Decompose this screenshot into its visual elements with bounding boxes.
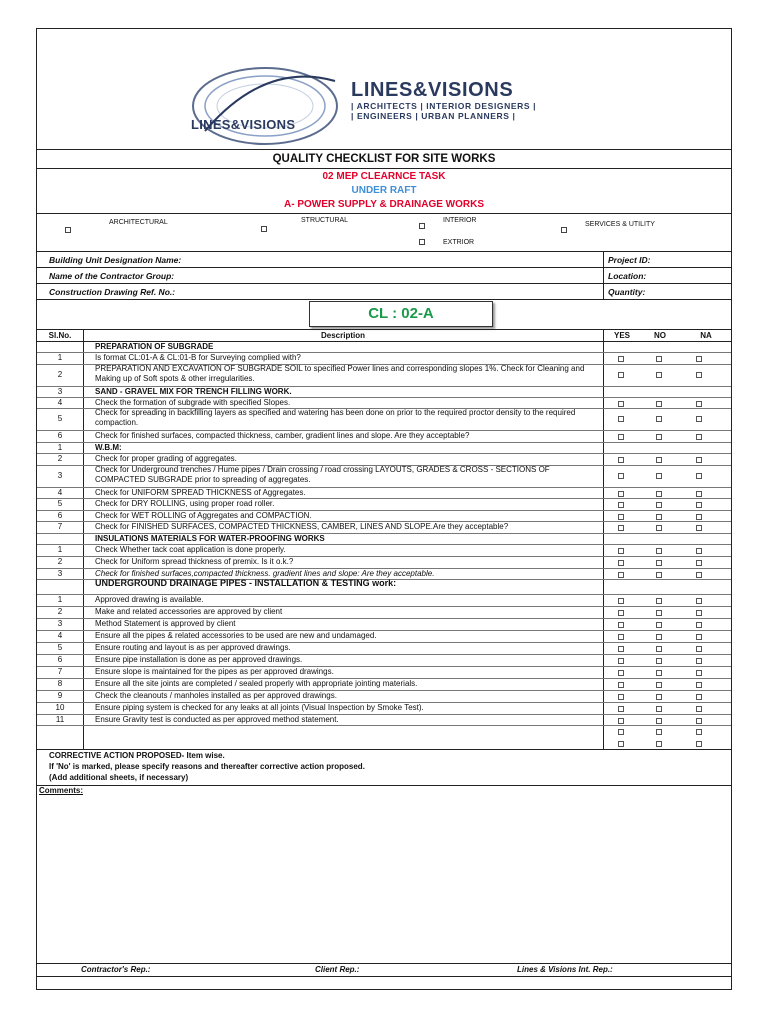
works-title: A- POWER SUPPLY & DRAINAGE WORKS	[283, 199, 485, 210]
logo-swoosh-icon	[145, 51, 345, 151]
no-checkbox[interactable]	[656, 491, 662, 497]
corrective-action-block	[49, 750, 365, 783]
checklist-sheet	[36, 28, 732, 990]
lv-rep-label: Lines & Visions Int. Rep.:	[517, 965, 613, 974]
na-checkbox[interactable]	[696, 729, 702, 735]
table-row	[37, 341, 731, 352]
no-checkbox[interactable]	[656, 610, 662, 616]
row-description: Ensure Gravity test is conducted as per approved method statement.	[95, 715, 339, 724]
logo-big-text: LINES&VISIONS	[351, 79, 514, 101]
row-description: SAND - GRAVEL MIX FOR TRENCH FILLING WORK.	[95, 387, 292, 396]
structural-label: STRUCTURAL	[301, 217, 349, 224]
yes-checkbox[interactable]	[618, 682, 624, 688]
row-description: Check for spreading in backfilling layers as specified and watering has been done on prior to the required proctor density to the required compaction.	[95, 408, 576, 427]
no-checkbox[interactable]	[656, 598, 662, 604]
yes-checkbox[interactable]	[618, 457, 624, 463]
table-row	[37, 702, 731, 714]
table-row	[37, 364, 731, 386]
architectural-label: ARCHITECTURAL	[109, 219, 168, 226]
row-number: 2	[57, 557, 63, 566]
table-row-empty	[37, 725, 731, 737]
row-number: 2	[57, 454, 63, 463]
na-checkbox[interactable]	[696, 473, 702, 479]
comments-area[interactable]	[37, 797, 731, 963]
no-checkbox[interactable]	[656, 401, 662, 407]
contractor-label: Name of the Contractor Group:	[49, 271, 175, 281]
yes-checkbox[interactable]	[618, 502, 624, 508]
table-row	[37, 618, 731, 630]
table-row	[37, 568, 731, 579]
na-checkbox[interactable]	[696, 548, 702, 554]
checklist-code: CL : 02-A	[309, 301, 493, 327]
no-checkbox[interactable]	[656, 646, 662, 652]
row-number: 4	[57, 398, 63, 407]
table-row	[37, 533, 731, 544]
contractor-rep-label: Contractor's Rep.:	[81, 965, 151, 974]
table-row	[37, 465, 731, 487]
row-description: Check for FINISHED SURFACES, COMPACTED THICKNESS, CAMBER, LINES AND SLOPE.Are they acceptable?	[95, 522, 509, 531]
table-row	[37, 521, 731, 533]
corrective-line-2: If 'No' is marked, please specify reasons and thereafter corrective action proposed.	[49, 762, 365, 771]
comments-label: Comments:	[39, 786, 84, 795]
no-checkbox[interactable]	[656, 718, 662, 724]
yes-checkbox[interactable]	[618, 658, 624, 664]
no-checkbox[interactable]	[656, 658, 662, 664]
table-row	[37, 386, 731, 397]
table-row	[37, 579, 731, 594]
row-number: 3	[57, 387, 63, 396]
row-description: PREPARATION OF SUBGRADE	[95, 342, 214, 351]
yes-checkbox[interactable]	[618, 548, 624, 554]
task-title: 02 MEP CLEARNCE TASK	[322, 171, 446, 182]
row-description: Check the formation of subgrade with specified Slopes.	[95, 398, 291, 407]
row-description: Ensure pipe installation is done as per approved drawings.	[95, 655, 303, 664]
table-row	[37, 487, 731, 498]
row-number: 5	[57, 499, 63, 508]
company-logo	[145, 51, 610, 151]
row-description: Ensure routing and layout is as per approved drawings.	[95, 643, 291, 652]
row-number: 5	[57, 414, 63, 423]
row-description: Ensure slope is maintained for the pipes as per approved drawings.	[95, 667, 334, 676]
no-checkbox[interactable]	[656, 694, 662, 700]
no-checkbox[interactable]	[656, 416, 662, 422]
na-checkbox[interactable]	[696, 718, 702, 724]
na-checkbox[interactable]	[696, 416, 702, 422]
table-row	[37, 666, 731, 678]
under-raft-label: UNDER RAFT	[351, 185, 417, 196]
row-description: Check the cleanouts / manholes installed as per approved drawings.	[95, 691, 337, 700]
yes-checkbox[interactable]	[618, 572, 624, 578]
yes-checkbox[interactable]	[618, 634, 624, 640]
row-description: Approved drawing is available.	[95, 595, 204, 604]
no-checkbox[interactable]	[656, 622, 662, 628]
logo-small-text: LINES&VISIONS	[191, 117, 296, 132]
yes-checkbox[interactable]	[618, 473, 624, 479]
na-checkbox[interactable]	[696, 560, 702, 566]
row-description: Make and related accessories are approved by client	[95, 607, 283, 616]
no-checkbox[interactable]	[656, 572, 662, 578]
drawing-ref-label: Construction Drawing Ref. No.:	[49, 287, 176, 297]
yes-checkbox[interactable]	[618, 434, 624, 440]
na-checkbox[interactable]	[696, 682, 702, 688]
no-checkbox[interactable]	[656, 372, 662, 378]
yes-checkbox[interactable]	[618, 372, 624, 378]
yes-checkbox[interactable]	[618, 560, 624, 566]
row-description: PREPARATION AND EXCAVATION OF SUBGRADE SOIL to specified Power lines and corresponding slopes 1%. Check for Cleaning and Making up of Soft spots & other irregularities.	[95, 364, 585, 383]
building-label: Building Unit Designation Name:	[49, 255, 182, 265]
na-checkbox[interactable]	[696, 598, 702, 604]
row-number: 1	[57, 595, 63, 604]
table-row	[37, 630, 731, 642]
table-row	[37, 654, 731, 666]
table-row	[37, 594, 731, 606]
exterior-checkbox[interactable]	[419, 239, 425, 245]
yes-checkbox[interactable]	[618, 694, 624, 700]
row-number: 3	[57, 619, 63, 628]
row-number: 2	[57, 607, 63, 616]
table-row	[37, 408, 731, 430]
table-row	[37, 678, 731, 690]
row-number: 3	[57, 569, 63, 578]
yes-checkbox[interactable]	[618, 598, 624, 604]
tagline-line-2: | ENGINEERS | URBAN PLANNERS |	[351, 111, 516, 121]
na-checkbox[interactable]	[696, 525, 702, 531]
row-description: Check for finished surfaces, compacted thickness, camber, gradient lines and slope. Are they acceptable?	[95, 431, 470, 440]
row-number: 9	[57, 691, 63, 700]
corrective-line-3: (Add additional sheets, if necessary)	[49, 773, 189, 782]
col-sl-header: Sl.No.	[48, 331, 72, 340]
table-row	[37, 690, 731, 702]
row-description: Check Whether tack coat application is done properly.	[95, 545, 286, 554]
location-label: Location:	[608, 271, 647, 281]
row-number: 1	[57, 443, 63, 452]
no-checkbox[interactable]	[656, 706, 662, 712]
no-checkbox[interactable]	[656, 634, 662, 640]
na-checkbox[interactable]	[696, 646, 702, 652]
table-row	[37, 498, 731, 510]
na-checkbox[interactable]	[696, 372, 702, 378]
yes-checkbox[interactable]	[618, 729, 624, 735]
yes-checkbox[interactable]	[618, 718, 624, 724]
yes-checkbox[interactable]	[618, 525, 624, 531]
no-checkbox[interactable]	[656, 729, 662, 735]
row-description: Method Statement is approved by client	[95, 619, 236, 628]
no-checkbox[interactable]	[656, 548, 662, 554]
row-description: Ensure all the site joints are completed / sealed properly with appropriate jointing materials.	[95, 679, 418, 688]
yes-checkbox[interactable]	[618, 610, 624, 616]
quantity-label: Quantity:	[608, 287, 646, 297]
no-checkbox[interactable]	[656, 560, 662, 566]
row-description: Is format CL:01-A & CL:01-B for Surveying complied with?	[95, 353, 301, 362]
table-row	[37, 556, 731, 568]
row-number: 7	[57, 522, 63, 531]
page-title: QUALITY CHECKLIST FOR SITE WORKS	[272, 153, 496, 165]
table-row	[37, 714, 731, 725]
row-number: 3	[57, 471, 63, 480]
table-row	[37, 606, 731, 618]
na-checkbox[interactable]	[696, 457, 702, 463]
row-description: Check for Uniform spread thickness of premix. Is it o.k.?	[95, 557, 294, 566]
row-description: Check for DRY ROLLING, using proper road roller.	[95, 499, 275, 508]
na-checkbox[interactable]	[696, 514, 702, 520]
col-na-header: NA	[700, 331, 712, 340]
na-checkbox[interactable]	[696, 658, 702, 664]
no-checkbox[interactable]	[656, 473, 662, 479]
na-checkbox[interactable]	[696, 706, 702, 712]
na-checkbox[interactable]	[696, 491, 702, 497]
table-row	[37, 442, 731, 453]
services-checkbox[interactable]	[561, 227, 567, 233]
yes-checkbox[interactable]	[618, 491, 624, 497]
na-checkbox[interactable]	[696, 741, 702, 747]
row-description: Check for proper grading of aggregates.	[95, 454, 237, 463]
na-checkbox[interactable]	[696, 610, 702, 616]
na-checkbox[interactable]	[696, 622, 702, 628]
row-number: 10	[55, 703, 65, 712]
services-label: SERVICES & UTILITY	[585, 221, 655, 228]
yes-checkbox[interactable]	[618, 514, 624, 520]
no-checkbox[interactable]	[656, 670, 662, 676]
row-number: 6	[57, 431, 63, 440]
row-description: Ensure all the pipes & related accessories to be used are new and undamaged.	[95, 631, 377, 640]
na-checkbox[interactable]	[696, 572, 702, 578]
table-row	[37, 352, 731, 364]
row-description: Ensure piping system is checked for any leaks at all joints (Visual Inspection by Smoke Test).	[95, 703, 424, 712]
row-number: 6	[57, 511, 63, 520]
table-row	[37, 510, 731, 521]
yes-checkbox[interactable]	[618, 356, 624, 362]
no-checkbox[interactable]	[656, 434, 662, 440]
row-number: 8	[57, 679, 63, 688]
no-checkbox[interactable]	[656, 514, 662, 520]
logo-tagline	[351, 101, 536, 121]
table-row	[37, 397, 731, 408]
row-number: 2	[57, 370, 63, 379]
table-row	[37, 544, 731, 556]
project-id-label: Project ID:	[608, 255, 651, 265]
yes-checkbox[interactable]	[618, 401, 624, 407]
col-yes-header: YES	[613, 331, 630, 340]
row-description: Check for UNIFORM SPREAD THICKNESS of Aggregates.	[95, 488, 306, 497]
row-number: 1	[57, 545, 63, 554]
yes-checkbox[interactable]	[618, 646, 624, 652]
row-number: 1	[57, 353, 63, 362]
table-row	[37, 453, 731, 465]
architectural-checkbox[interactable]	[65, 227, 71, 233]
na-checkbox[interactable]	[696, 670, 702, 676]
tagline-line-1: | ARCHITECTS | INTERIOR DESIGNERS |	[351, 101, 537, 111]
exterior-label: EXTRIOR	[443, 239, 475, 246]
row-description: Check for finished surfaces,compacted thickness. gradient lines and slope: Are they acceptable.	[95, 569, 435, 578]
row-number: 7	[57, 667, 63, 676]
row-description: INSULATIONS MATERIALS FOR WATER-PROOFING WORKS	[95, 534, 325, 543]
row-description: UNDERGROUND DRAINAGE PIPES - INSTALLATION & TESTING work:	[95, 579, 397, 588]
row-description: W.B.M:	[95, 443, 122, 452]
yes-checkbox[interactable]	[618, 741, 624, 747]
row-description: Check for Underground trenches / Hume pipes / Drain crossing / road crossing LAYOUTS, GRADES & CROSS - SECTIONS OF COMPACTED SUBGRADE prior to spreading of aggregates.	[95, 465, 550, 484]
table-row	[37, 430, 731, 442]
client-rep-label: Client Rep.:	[315, 965, 360, 974]
table-row-empty	[37, 737, 731, 749]
na-checkbox[interactable]	[696, 434, 702, 440]
col-desc-header: Description	[320, 331, 365, 340]
interior-checkbox[interactable]	[419, 223, 425, 229]
yes-checkbox[interactable]	[618, 416, 624, 422]
yes-checkbox[interactable]	[618, 670, 624, 676]
row-number: 11	[55, 715, 65, 724]
na-checkbox[interactable]	[696, 356, 702, 362]
row-number: 5	[57, 643, 63, 652]
no-checkbox[interactable]	[656, 356, 662, 362]
na-checkbox[interactable]	[696, 502, 702, 508]
col-no-header: NO	[654, 331, 666, 340]
yes-checkbox[interactable]	[618, 706, 624, 712]
interior-label: INTERIOR	[443, 217, 477, 224]
table-row	[37, 642, 731, 654]
yes-checkbox[interactable]	[618, 622, 624, 628]
corrective-line-1: CORRECTIVE ACTION PROPOSED- Item wise.	[49, 751, 225, 760]
na-checkbox[interactable]	[696, 401, 702, 407]
row-number: 4	[57, 488, 63, 497]
no-checkbox[interactable]	[656, 525, 662, 531]
no-checkbox[interactable]	[656, 457, 662, 463]
row-number: 4	[57, 631, 63, 640]
row-description: Check for WET ROLLING of Aggregates and COMPACTION.	[95, 511, 312, 520]
structural-checkbox[interactable]	[261, 226, 267, 232]
na-checkbox[interactable]	[696, 634, 702, 640]
row-number: 6	[57, 655, 63, 664]
no-checkbox[interactable]	[656, 502, 662, 508]
no-checkbox[interactable]	[656, 741, 662, 747]
na-checkbox[interactable]	[696, 694, 702, 700]
no-checkbox[interactable]	[656, 682, 662, 688]
